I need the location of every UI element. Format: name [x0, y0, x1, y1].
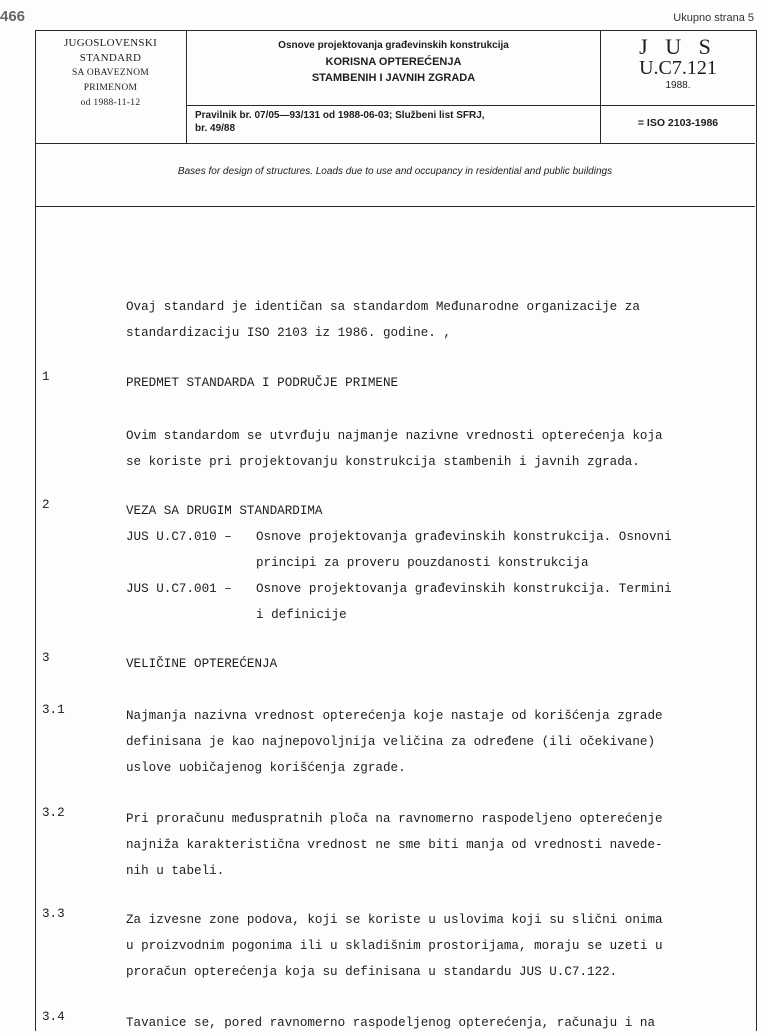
- section-number: 3.4: [42, 1010, 65, 1024]
- standard-type-line: STANDARD: [79, 52, 142, 64]
- section-number: 2: [42, 498, 50, 512]
- section-number: 3.1: [42, 703, 65, 717]
- section-title: VELIČINE OPTEREĆENJA: [126, 657, 278, 671]
- intro-line: Ovaj standard je identičan sa standardom Međunarodne organizacije za: [126, 300, 640, 314]
- reference-code: JUS U.C7.010 –: [126, 530, 240, 544]
- paragraph-line: Najmanja nazivna vrednost opterećenja koje nastaje od korišćenja zgrade: [126, 709, 663, 723]
- reference-title: principi za proveru pouzdanosti konstrukcija: [256, 556, 589, 570]
- standard-year: 1988.: [665, 80, 691, 91]
- standard-title-cell: [187, 30, 601, 106]
- regulation-cell: [187, 106, 601, 143]
- reference-code: JUS U.C7.001 –: [126, 582, 240, 596]
- paragraph-line: Za izvesne zone podova, koji se koriste u uslovima koji su slični onima: [126, 913, 663, 927]
- page-number: 466: [0, 8, 26, 25]
- paragraph-line: Tavanice se, pored ravnomerno raspodeljenog opterećenja, računaju i na: [126, 1016, 656, 1030]
- reference-title: Osnove projektovanja građevinskih konstrukcija. Osnovni: [256, 530, 672, 544]
- standard-code: U.C7.121: [639, 57, 717, 79]
- paragraph-line: najniža karakteristična vrednost ne sme biti manja od vrednosti navede-: [126, 838, 663, 852]
- paragraph-line: nih u tabeli.: [126, 864, 225, 878]
- section-number: 3: [42, 651, 50, 665]
- standard-type-line: SA OBAVEZNOM: [71, 68, 150, 78]
- header-table: [35, 30, 755, 144]
- standard-date: od 1988-11-12: [80, 98, 141, 108]
- section-title: PREDMET STANDARDA I PODRUČJE PRIMENE: [126, 376, 399, 390]
- regulation-line-2: br. 49/88: [195, 123, 236, 134]
- standard-type-cell: [35, 30, 187, 143]
- english-title: Bases for design of structures. Loads due to use and occupancy in residential and public buildings: [35, 145, 755, 207]
- section-number: 3.2: [42, 806, 65, 820]
- paragraph-line: definisana je kao najnepovoljnija veličina za određene (ili očekivane): [126, 735, 656, 749]
- title-line-3: STAMBENIH I JAVNIH ZGRADA: [311, 72, 476, 84]
- reference-title: Osnove projektovanja građevinskih konstrukcija. Termini: [256, 582, 672, 596]
- paragraph-line: Ovim standardom se utvrđuju najmanje nazivne vrednosti opterećenja koja: [126, 429, 663, 443]
- paragraph-line: Pri proračunu međuspratnih ploča na ravnomerno raspodeljeno opterećenje: [126, 812, 663, 826]
- total-pages: Ukupno strana 5: [673, 12, 754, 24]
- section-number: 1: [42, 370, 50, 384]
- standard-type-line: PRIMENOM: [83, 83, 138, 93]
- iso-equivalence: = ISO 2103-1986: [637, 117, 719, 129]
- title-line-2: KORISNA OPTEREĆENJA: [325, 56, 462, 68]
- section-title: VEZA SA DRUGIM STANDARDIMA: [126, 504, 323, 518]
- paragraph-line: se koriste pri projektovanju konstrukcija stambenih i javnih zgrada.: [126, 455, 640, 469]
- standard-type-line: JUGOSLOVENSKI: [63, 37, 158, 49]
- intro-line: standardizaciju ISO 2103 iz 1986. godine. ,: [126, 326, 451, 340]
- section-number: 3.3: [42, 907, 65, 921]
- reference-title: i definicije: [256, 608, 347, 622]
- standard-code-cell: [601, 30, 755, 106]
- regulation-line-1: Pravilnik br. 07/05—93/131 od 1988-06-03; Službeni list SFRJ,: [195, 110, 485, 121]
- paragraph-line: uslove uobičajenog korišćenja zgrade.: [126, 761, 406, 775]
- paragraph-line: u proizvodnim pogonima ili u skladišnim prostorijama, moraju se uzeti u: [126, 939, 663, 953]
- paragraph-line: proračun opterećenja koja su definisana u standardu JUS U.C7.122.: [126, 965, 618, 979]
- jus-mark: J U S: [639, 34, 717, 59]
- title-line-1: Osnove projektovanja građevinskih konstrukcija: [278, 40, 509, 51]
